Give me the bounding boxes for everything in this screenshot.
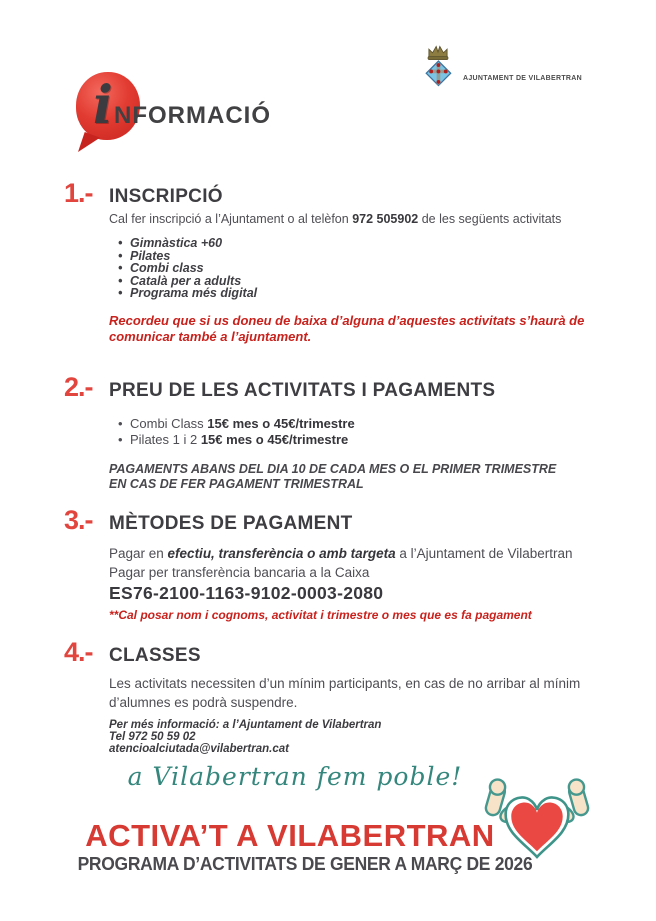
classes-minimum-text: Les activitats necessiten d’un mínim participants, en cas de no arribar al mínim d’alumnes es podrà suspendre. <box>109 676 581 710</box>
section-metodes-pagament <box>64 505 609 622</box>
iban-number: ES76-2100-1163-9102-0003-2080 <box>109 583 384 603</box>
crest-label: AJUNTAMENT DE VILABERTRAN <box>463 74 582 82</box>
inscription-intro <box>109 212 609 226</box>
price-activity: Pilates 1 i 2 <box>130 432 201 447</box>
program-subtitle: PROGRAMA D’ACTIVITATS DE GENER A MARÇ DE 2026 <box>77 854 533 874</box>
phone-number: 972 505902 <box>352 212 419 226</box>
section-title: INSCRIPCIÓ <box>109 186 223 207</box>
crest-shield-icon <box>418 40 458 102</box>
price-item <box>118 416 609 432</box>
pay-text: Pagar en <box>109 546 168 561</box>
section-number: 3.- <box>64 505 93 535</box>
cancellation-note: Recordeu que si us doneu de baixa d’alguna d’aquestes activitats s’haurà de comunicar també a l’ajuntament. <box>109 312 585 344</box>
info-i-icon: i <box>93 75 113 136</box>
section-title: CLASSES <box>109 645 201 666</box>
payment-reference-note: **Cal posar nom i cognoms, activitat i trimestre o mes que es fa pagament <box>109 608 532 622</box>
note-line: PAGAMENTS ABANS DEL DIA 10 DE CADA MES O EL PRIMER TRIMESTRE <box>109 462 557 476</box>
section-classes <box>64 637 609 755</box>
informacio-logo <box>70 66 330 166</box>
prices-list <box>118 416 609 448</box>
list-item: • Programa més digital <box>118 287 609 300</box>
section-number: 4.- <box>64 637 93 667</box>
section-number: 2.- <box>64 372 93 402</box>
section-title: MÈTODES DE PAGAMENT <box>109 513 353 534</box>
activities-list <box>118 237 609 300</box>
payment-deadline-note <box>109 462 609 493</box>
bank-transfer-text: Pagar per transferència bancaria a la Caixa <box>109 565 370 580</box>
town-crest <box>418 40 582 102</box>
page-title: NFORMACIÓ <box>114 102 271 129</box>
intro-text: Cal fer inscripció a l’Ajuntament o al telèfon <box>109 212 353 226</box>
list-item: • Català per a adults <box>118 275 609 288</box>
heart-muscles-icon <box>476 777 598 863</box>
contact-info <box>109 719 609 755</box>
price-activity: Combi Class <box>130 416 208 431</box>
pay-text-end: a l’Ajuntament de Vilabertran <box>395 546 573 561</box>
list-item: • Combi class <box>118 262 609 275</box>
pay-methods-bold: efectiu, transferència o amb targeta <box>167 546 396 561</box>
note-line: EN CAS DE FER PAGAMENT TRIMESTRAL <box>109 477 364 492</box>
section-title: PREU DE LES ACTIVITATS I PAGAMENTS <box>109 380 496 401</box>
price-item <box>118 432 609 448</box>
slogan-script: a Vilabertran fem poble! <box>127 762 463 791</box>
list-item: • Pilates <box>118 250 609 263</box>
price-value: 15€ mes o 45€/trimestre <box>200 432 349 447</box>
contact-email: atencioalciutada@vilabertran.cat <box>109 743 289 755</box>
section-number: 1.- <box>64 178 93 208</box>
intro-text-end: de les següents activitats <box>418 212 562 226</box>
payment-methods-text <box>109 544 577 582</box>
price-value: 15€ mes o 45€/trimestre <box>207 416 355 431</box>
section-preus <box>64 372 609 493</box>
contact-phone: Tel 972 50 59 02 <box>109 731 196 743</box>
list-item: • Gimnàstica +60 <box>118 237 609 250</box>
campaign-title: ACTIVA’T A VILABERTRAN <box>85 818 495 853</box>
section-inscripcio <box>64 178 609 344</box>
contact-line: Per més informació: a l’Ajuntament de Vilabertran <box>109 719 382 731</box>
